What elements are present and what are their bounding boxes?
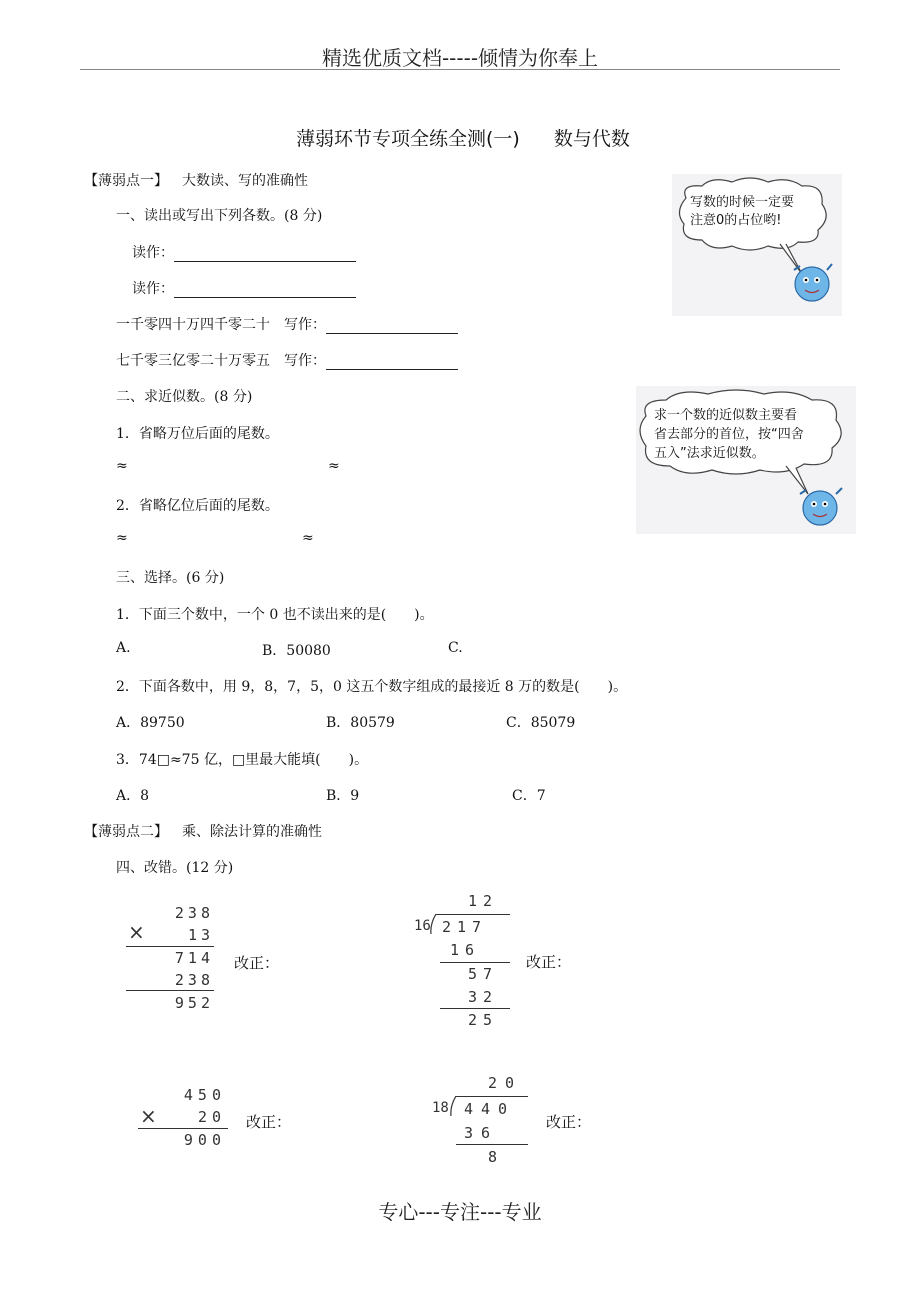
fix-label-1: 改正： (234, 954, 280, 972)
times-sign: × (140, 1104, 157, 1128)
write-number-1: 一千零四十万四千零二十 (116, 317, 270, 333)
fix-label-4: 改正： (546, 1113, 592, 1131)
m1-partial-2: 238 (174, 971, 214, 989)
q1-read-row-1 (132, 242, 356, 262)
d2-remainder-1: 8 (488, 1148, 498, 1166)
read-label-2: 读作： (132, 281, 174, 297)
write-answer-line-1[interactable] (326, 317, 458, 334)
bubble-1-line-2: 注意0的占位哟! (690, 213, 782, 228)
q3-p2-option-a[interactable]: A．89750 (116, 715, 185, 731)
approx-sign: ≈ (116, 458, 128, 474)
page-header: 精选优质文档-----倾情为你奉上 (321, 46, 599, 70)
title-main: 薄弱环节专项全练全测(一) (296, 128, 520, 150)
bubble-2-line-3: 五入”法求近似数。 (654, 446, 765, 461)
d2-subtract-1: 36 (464, 1124, 499, 1142)
approx-sign: ≈ (116, 530, 128, 546)
m1-result: 952 (174, 994, 214, 1012)
q2-heading: 二、求近似数。(8 分) (116, 389, 253, 405)
mascot-icon (795, 267, 829, 301)
q3-p2-option-c[interactable]: C．85079 (506, 715, 576, 731)
q3-problem-3: 3．74□≈75 亿，□里最大能填( )。 (116, 752, 369, 768)
section-1-heading (84, 170, 308, 190)
rule-line (440, 1008, 510, 1009)
read-answer-line-1[interactable] (174, 245, 356, 262)
page-title (296, 124, 630, 151)
q4-heading: 四、改错。(12 分) (116, 860, 234, 876)
multiplication-1 (120, 900, 230, 1020)
m2-multiplicand: 450 (183, 1086, 226, 1104)
d1-divisor: 16 (414, 918, 431, 934)
bubble-1-line-1: 写数的时候一定要 (690, 195, 795, 210)
fix-label-3: 改正： (246, 1113, 292, 1131)
q3-p1-option-b[interactable]: B．50080 (262, 643, 331, 659)
times-sign: × (128, 920, 145, 944)
q2-subq-2: 2．省略亿位后面的尾数。 (116, 498, 279, 514)
q3-p3-option-a[interactable]: A．8 (116, 788, 150, 804)
section-1-tag: 【薄弱点一】 (84, 173, 168, 189)
q3-p2-option-b[interactable]: B．80579 (326, 715, 395, 731)
section-1-label: 大数读、写的准确性 (182, 173, 308, 189)
rule-line (126, 946, 214, 947)
q1-read-row-2 (132, 278, 356, 298)
write-label-1: 写作： (284, 317, 326, 333)
approx-sign: ≈ (302, 530, 314, 546)
d2-quotient: 20 (488, 1074, 523, 1092)
tip-panel-2 (636, 386, 856, 534)
d1-remainder-1: 57 (468, 965, 499, 983)
d2-dividend: 440 (464, 1100, 516, 1118)
division-bracket (430, 914, 440, 936)
q3-p1-option-c[interactable]: C. (448, 640, 463, 656)
d1-dividend: 217 (442, 918, 488, 936)
bubble-2-line-2: 省去部分的首位，按“四舍 (654, 427, 804, 442)
q3-p3-option-c[interactable]: C．7 (512, 788, 546, 804)
m1-multiplicand: 238 (174, 904, 214, 922)
write-number-2: 七千零三亿零二十万零五 (116, 353, 270, 369)
section-2-heading (84, 821, 322, 841)
q1-heading: 一、读出或写出下列各数。(8 分) (116, 208, 323, 224)
d1-subtract-1: 16 (450, 941, 481, 959)
multiplication-2 (134, 1082, 234, 1152)
m2-multiplier: 20 (197, 1108, 226, 1126)
read-answer-line-2[interactable] (174, 281, 356, 298)
page-footer: 专心---专注---专业 (378, 1200, 542, 1224)
q3-problem-1: 1．下面三个数中，一个 0 也不读出来的是( )。 (116, 607, 434, 623)
division-2 (430, 1072, 540, 1172)
mascot-icon-2 (803, 491, 837, 525)
q2-subq-1: 1．省略万位后面的尾数。 (116, 426, 279, 442)
d2-divisor: 18 (432, 1100, 449, 1116)
section-2-label: 乘、除法计算的准确性 (182, 824, 322, 840)
rule-line (456, 1144, 528, 1145)
rule-line (456, 1096, 528, 1097)
d1-quotient: 12 (468, 892, 499, 910)
approx-sign: ≈ (328, 458, 340, 474)
header-divider (80, 69, 840, 70)
d1-remainder-2: 25 (468, 1011, 499, 1029)
q3-p1-option-a[interactable]: A. (116, 640, 131, 656)
m1-partial-1: 714 (174, 949, 214, 967)
m1-multiplier: 13 (187, 926, 214, 944)
rule-line (138, 1128, 228, 1129)
tip-panel-1 (672, 174, 842, 316)
rule-line (436, 914, 510, 915)
read-label-1: 读作： (132, 245, 174, 261)
q1-write-row-2 (116, 350, 458, 370)
section-2-tag: 【薄弱点二】 (84, 824, 168, 840)
title-sub: 数与代数 (553, 128, 630, 150)
division-1 (412, 890, 522, 1030)
write-answer-line-2[interactable] (326, 353, 458, 370)
m2-result: 900 (183, 1131, 226, 1149)
rule-line (126, 990, 214, 991)
d1-subtract-2: 32 (468, 988, 499, 1006)
rule-line (440, 962, 510, 963)
division-bracket (450, 1096, 460, 1118)
fix-label-2: 改正： (526, 953, 572, 971)
q3-problem-2: 2．下面各数中，用 9，8，7，5，0 这五个数字组成的最接近 8 万的数是( )。 (116, 679, 628, 695)
q3-heading: 三、选择。(6 分) (116, 570, 225, 586)
q3-p3-option-b[interactable]: B．9 (326, 788, 360, 804)
bubble-2-line-1: 求一个数的近似数主要看 (654, 408, 798, 423)
write-label-2: 写作： (284, 353, 326, 369)
q1-write-row-1 (116, 314, 458, 334)
